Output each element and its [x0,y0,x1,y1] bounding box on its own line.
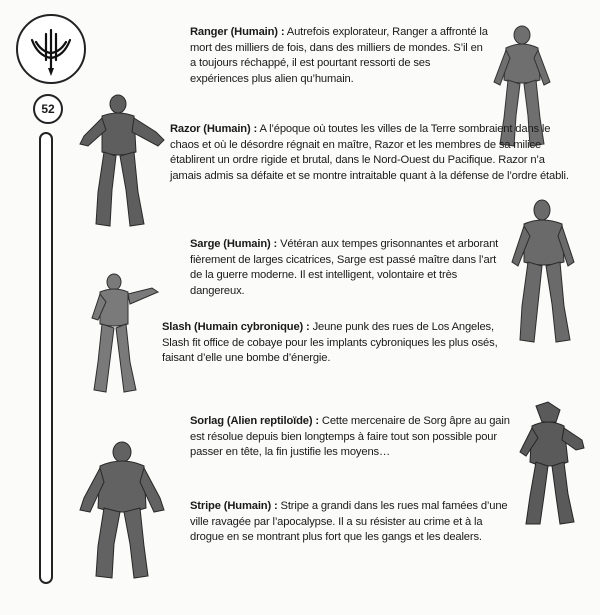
character-name: Slash (Humain cybronique) : [162,321,310,333]
character-entry-slash [162,320,518,367]
character-name: Sorlag (Alien reptiloïde) : [190,415,319,427]
character-entry-sarge [190,237,500,299]
quake-logo-graphic [18,16,84,82]
side-bar-decoration [39,132,53,584]
character-description: Autrefois explorateur, Ranger a affronté la mort des milliers de fois, dans des milliers de mondes. S’il en a toujours réchappé, il est pourtant ressorti de ses expériences plus alien qu’humain. [190,26,488,85]
sorlag-figure [514,400,588,528]
character-entry-stripe [190,499,508,546]
stripe-figure [76,438,168,580]
page-number: 52 [33,94,63,124]
quake-logo-icon [16,14,86,84]
character-entry-razor [170,122,576,184]
character-name: Stripe (Humain) : [190,500,278,512]
character-description: Vétéran aux tempes grisonnantes et arborant fièrement de larges cicatrices, Sarge est passé maître dans l’art de la guerre moderne. Il est intelligent, volontaire et très dangereux. [190,238,499,297]
character-name: Sarge (Humain) : [190,238,278,250]
character-description: Stripe a grandi dans les rues mal famées d’une ville ravagée par l’apocalypse. Il a su résister au crime et à la drogue en se montrant plus fort que les gangs et les dealers. [190,500,508,543]
slash-figure [86,268,160,396]
sarge-figure [508,196,580,346]
razor-figure [76,92,166,230]
character-name: Razor (Humain) : [170,123,258,135]
character-entry-sorlag [190,414,510,461]
character-name: Ranger (Humain) : [190,26,285,38]
character-entry-ranger [190,25,490,87]
character-description: Jeune punk des rues de Los Angeles, Slash fit office de cobaye pour les implants cybroniques les plus osés, faisant d’elle une bombe d’énergie. [162,321,498,364]
character-description: Cette mercenaire de Sorg âpre au gain est résolue depuis bien longtemps à faire tout son possible pour passer en tête, la fin justifie les moyens… [190,415,510,458]
character-description: A l’époque où toutes les villes de la Terre sombraient dans le chaos et où le désordre régnait en maître, Razor et les membres de sa milice établirent un ordre rigide et brutal, dans le Nord-Ouest du Pacifique. Razor n’a jamais admis sa défaite et se montre intraitable quant à la défense de l’ordre établi. [170,123,569,182]
